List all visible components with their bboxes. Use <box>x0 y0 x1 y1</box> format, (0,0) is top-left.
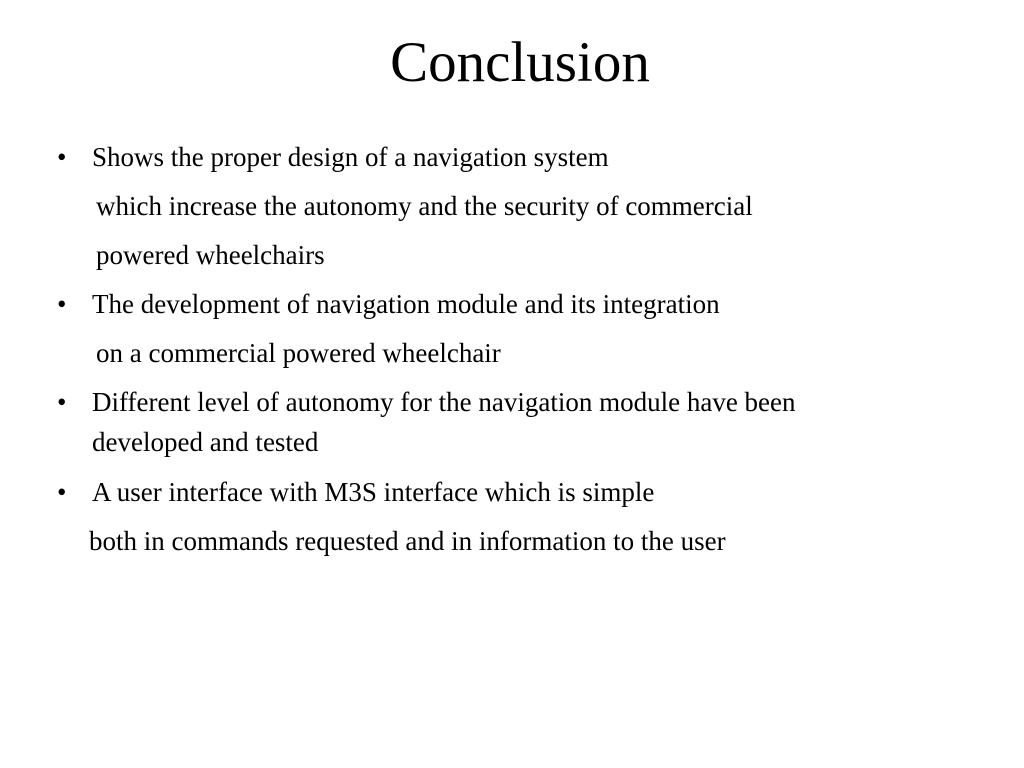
slide-title: Conclusion <box>390 31 650 94</box>
bullet-marker: • <box>57 387 67 417</box>
bullet-marker: • <box>57 477 67 507</box>
bullet-marker: • <box>57 142 67 172</box>
bullet-1-line-2: which increase the autonomy and the security of commercial <box>96 191 753 221</box>
bullet-3-line-1: Different level of autonomy for the navigation module have been <box>92 387 796 417</box>
bullet-1-line-3: powered wheelchairs <box>96 240 325 270</box>
bullet-4-line-1: A user interface with M3S interface which is simple <box>92 477 655 507</box>
bullet-2-line-2: on a commercial powered wheelchair <box>96 338 501 368</box>
bullet-1-line-1: Shows the proper design of a navigation system <box>92 142 609 172</box>
bullet-marker: • <box>57 289 67 319</box>
bullet-2-line-1: The development of navigation module and its integration <box>92 289 720 319</box>
bullet-4-line-2: both in commands requested and in information to the user <box>89 526 726 556</box>
bullet-3-line-2: developed and tested <box>92 427 319 457</box>
